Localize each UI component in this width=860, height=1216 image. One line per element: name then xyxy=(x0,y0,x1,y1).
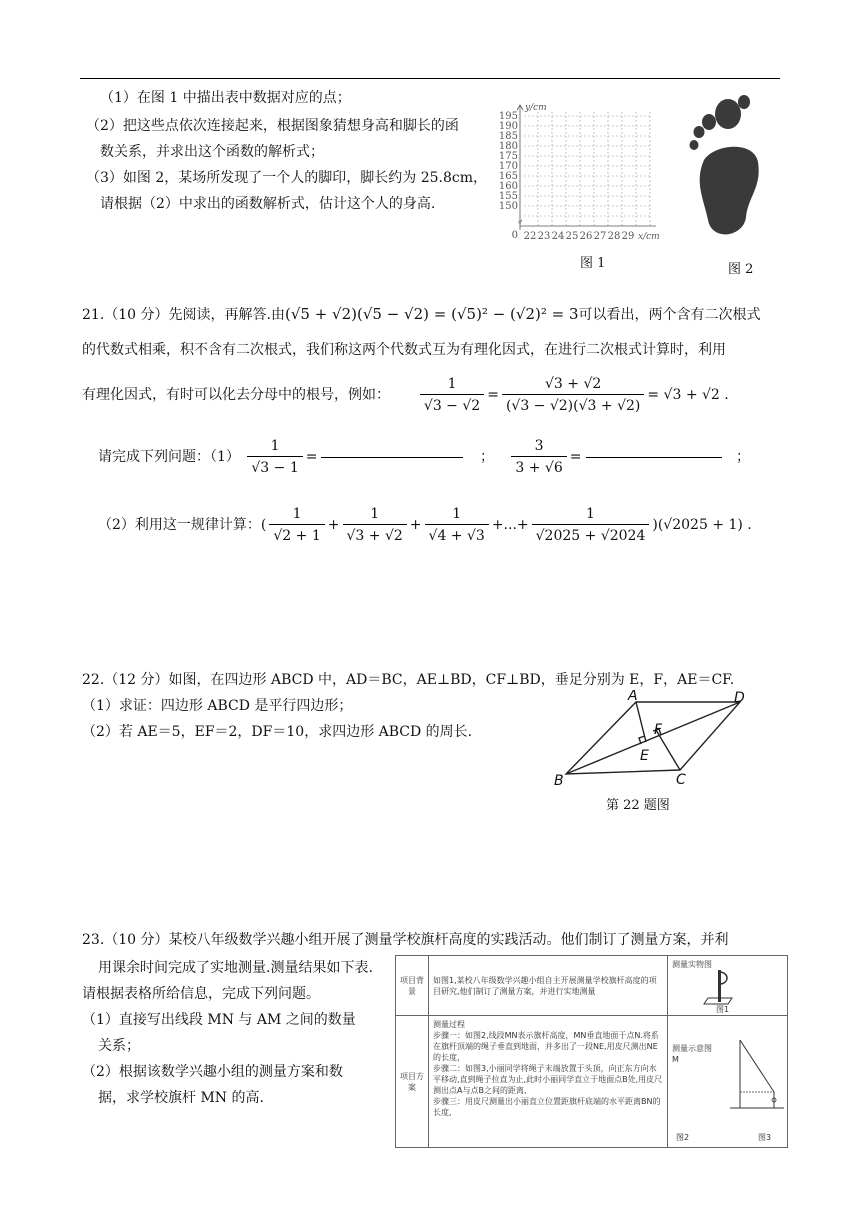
y-tick: 165 xyxy=(498,171,518,182)
part1a-num: 1 xyxy=(247,436,302,457)
x-tick: 28 xyxy=(607,231,621,242)
term-num: 1 xyxy=(269,504,324,525)
q21-identity: (√5 + √2)(√5 − √2) = (√5)² − (√2)² = 3 xyxy=(284,305,579,323)
series-term xyxy=(343,504,407,547)
y-tick: 185 xyxy=(498,131,518,142)
part1b-num: 3 xyxy=(511,436,566,457)
x-tick: 26 xyxy=(579,231,593,242)
diagram-label: 测量示意图 xyxy=(672,1044,712,1053)
q21-intro: 21.（10 分）先阅读，再解答.由 xyxy=(82,307,285,323)
photo-cell xyxy=(668,956,788,1016)
y-tick: 160 xyxy=(498,181,518,192)
term-den: √4 + √3 xyxy=(428,527,485,544)
q20-part1: （1）在图 1 中描出表中数据对应的点； xyxy=(100,90,351,106)
answer-blank-1[interactable] xyxy=(321,457,463,458)
example-result: = √3 + √2 . xyxy=(647,387,729,403)
q22-fig-caption: 第 22 题图 xyxy=(606,798,670,813)
label-B: B xyxy=(554,773,564,786)
q23-part1b: 关系； xyxy=(98,1038,140,1054)
q23-part2a: （2）根据该数学兴趣小组的测量方案和数 xyxy=(82,1064,343,1080)
label-F: F xyxy=(654,722,663,738)
term-den: √2025 + √2024 xyxy=(535,527,646,544)
term-den: √3 + √2 xyxy=(346,527,403,544)
x-axis-label: x/cm xyxy=(638,232,660,242)
x-tick: 22 xyxy=(523,231,537,242)
q20-part3b: 请根据（2）中求出的函数解析式，估计这个人的身高. xyxy=(100,196,436,212)
label-A: A xyxy=(628,690,638,704)
y-axis-label: y/cm xyxy=(525,103,547,113)
y-tick: 155 xyxy=(498,191,518,202)
part1-fraction-a xyxy=(247,436,302,479)
plan-step2: 步骤二：如图3,小丽同学将绳子末端放置于头顶，向正东方向水平移动,直到绳子拉直为止,此时小丽同学直立于地面点B处,用皮尺测出点A与点B之间的距离, xyxy=(433,1064,663,1095)
bg-label: 项目背景 xyxy=(396,956,429,1016)
q20-part2a: （2）把这些点依次连接起来，根据图象猜想身高和脚长的函 xyxy=(86,118,459,134)
example-fraction xyxy=(420,374,484,417)
series-term xyxy=(425,504,489,547)
q21-example-intro: 有理化因式，有时可以化去分母中的根号，例如： xyxy=(82,387,390,403)
example-den: √3 − √2 xyxy=(423,397,481,414)
series-term xyxy=(532,504,650,547)
q21-line3: 有理化因式，有时可以化去分母中的根号，例如： $\frac{1}{√3 - √2}$ = $\frac{√3 + √2}{(√3 - √2)(√3 + √2)}$ = √3 + √2 . xyxy=(82,372,729,418)
q23-stem-c: 请根据表格所给信息，完成下列问题。 xyxy=(82,986,320,1002)
term-den: √2 + 1 xyxy=(273,527,321,544)
flagpole-photo xyxy=(702,968,742,1006)
term-num: 1 xyxy=(343,504,407,525)
series-term xyxy=(269,504,324,547)
fig2-label: 图2 xyxy=(676,1133,690,1142)
q21-intro-tail: 可以看出，两个含有二次根式 xyxy=(578,307,761,323)
diagram-cell xyxy=(668,1016,788,1148)
y-tick: 175 xyxy=(498,151,518,162)
part1b-den: 3 + √6 xyxy=(515,459,563,476)
x-tick: 27 xyxy=(593,231,607,242)
bg-text: 如图1,某校八年级数学兴趣小组自主开展测量学校旗杆高度的项目研究,他们制订了测量方案，并进行实地测量 xyxy=(429,956,668,1016)
x-tick: 29 xyxy=(621,231,635,242)
example-num: 1 xyxy=(420,374,484,395)
q21-part2: （2）利用这一规律计算：( $\frac{1}{√2 + 1}$ + $\frac{1}{√3 + √2}$ + $\frac{1}{√4 + √3}$ +...+ $\frac{1}{√2025 + √2024}$ )(√2025 + 1) . xyxy=(98,500,752,550)
origin-label: 0 xyxy=(511,230,518,241)
photo-label: 测量实物图 xyxy=(672,960,712,969)
y-tick: 195 xyxy=(498,111,518,122)
q22-parallelogram-figure xyxy=(548,690,778,786)
top-rule xyxy=(80,78,780,79)
measurement-table xyxy=(395,955,788,1148)
plan-step1: 步骤一：如图2,线段MN表示旗杆高度，MN垂直地面于点N.将系在旗杆顶端的绳子垂直到地面，并多出了一段NE,用皮尺测出NE的长度， xyxy=(433,1031,659,1062)
example-fraction-2 xyxy=(502,374,644,417)
label-D: D xyxy=(734,690,745,706)
flagpole-diagram xyxy=(720,1036,790,1116)
term-num: 1 xyxy=(425,504,489,525)
fig3-label: 图3 xyxy=(758,1133,772,1142)
plan-cell xyxy=(429,1016,668,1148)
x-tick: 24 xyxy=(551,231,565,242)
series-tail: )(√2025 + 1) . xyxy=(652,517,752,533)
q21-part1-label: 请完成下列问题：（1） xyxy=(98,449,240,465)
q21-line1 xyxy=(82,304,761,325)
footprint-image xyxy=(684,92,774,248)
x-tick: 25 xyxy=(565,231,579,242)
plan-label: 项目方案 xyxy=(396,1016,429,1148)
example-num2: √3 + √2 xyxy=(502,374,644,395)
q20-part2b: 数关系，并求出这个函数的解析式； xyxy=(100,144,324,160)
diagram-m-label: M xyxy=(672,1055,679,1064)
fig2-caption: 图 2 xyxy=(728,262,754,277)
height-foot-grid xyxy=(498,102,660,242)
term-num: 1 xyxy=(532,504,650,525)
answer-blank-2[interactable] xyxy=(586,457,722,458)
q23-stem-b: 用课余时间完成了实地测量.测量结果如下表. xyxy=(98,960,373,976)
q21-part2-label: （2）利用这一规律计算： xyxy=(98,517,261,533)
plan-title: 测量过程 xyxy=(433,1020,465,1029)
q22-part1: （1）求证：四边形 ABCD 是平行四边形； xyxy=(82,698,353,714)
part1a-den: √3 − 1 xyxy=(251,459,299,476)
y-tick: 190 xyxy=(498,121,518,132)
fig1-label: 图1 xyxy=(716,1005,730,1014)
q22-part2: （2）若 AE＝5，EF＝2，DF＝10，求四边形 ABCD 的周长. xyxy=(82,724,473,740)
y-tick: 150 xyxy=(498,201,518,212)
y-tick: 180 xyxy=(498,141,518,152)
fig1-caption: 图 1 xyxy=(580,256,606,271)
label-C: C xyxy=(676,772,686,786)
q21-part1: 请完成下列问题：（1） $\frac{1}{√3 - 1}$ = ； $\frac{3}{3 + √6}$ = ； xyxy=(98,434,750,480)
plan-step3: 步骤三：用皮尺测量出小丽直立位置距旗杆底端的水平距离BN的长度, xyxy=(433,1097,661,1117)
q21-line2: 的代数式相乘，积不含有二次根式，我们称这两个代数式互为有理化因式，在进行二次根式计算时，利用 xyxy=(82,342,726,358)
label-E: E xyxy=(640,748,649,764)
example-den2: (√3 − √2)(√3 + √2) xyxy=(505,397,641,414)
q23-stem-a: 23.（10 分）某校八年级数学兴趣小组开展了测量学校旗杆高度的实践活动。他们制订了测量方案，并利 xyxy=(82,932,729,948)
q20-part3a: （3）如图 2，某场所发现了一个人的脚印，脚长约为 25.8cm， xyxy=(86,170,488,186)
q22-stem: 22.（12 分）如图，在四边形 ABCD 中，AD＝BC，AE⊥BD，CF⊥BD，垂足分别为 E，F，AE＝CF. xyxy=(82,672,735,688)
x-tick: 23 xyxy=(537,231,551,242)
part1-fraction-b xyxy=(511,436,566,479)
q23-part1a: （1）直接写出线段 MN 与 AM 之间的数量 xyxy=(82,1012,356,1028)
y-tick: 170 xyxy=(498,161,518,172)
q23-part2b: 据，求学校旗杆 MN 的高. xyxy=(98,1090,264,1106)
